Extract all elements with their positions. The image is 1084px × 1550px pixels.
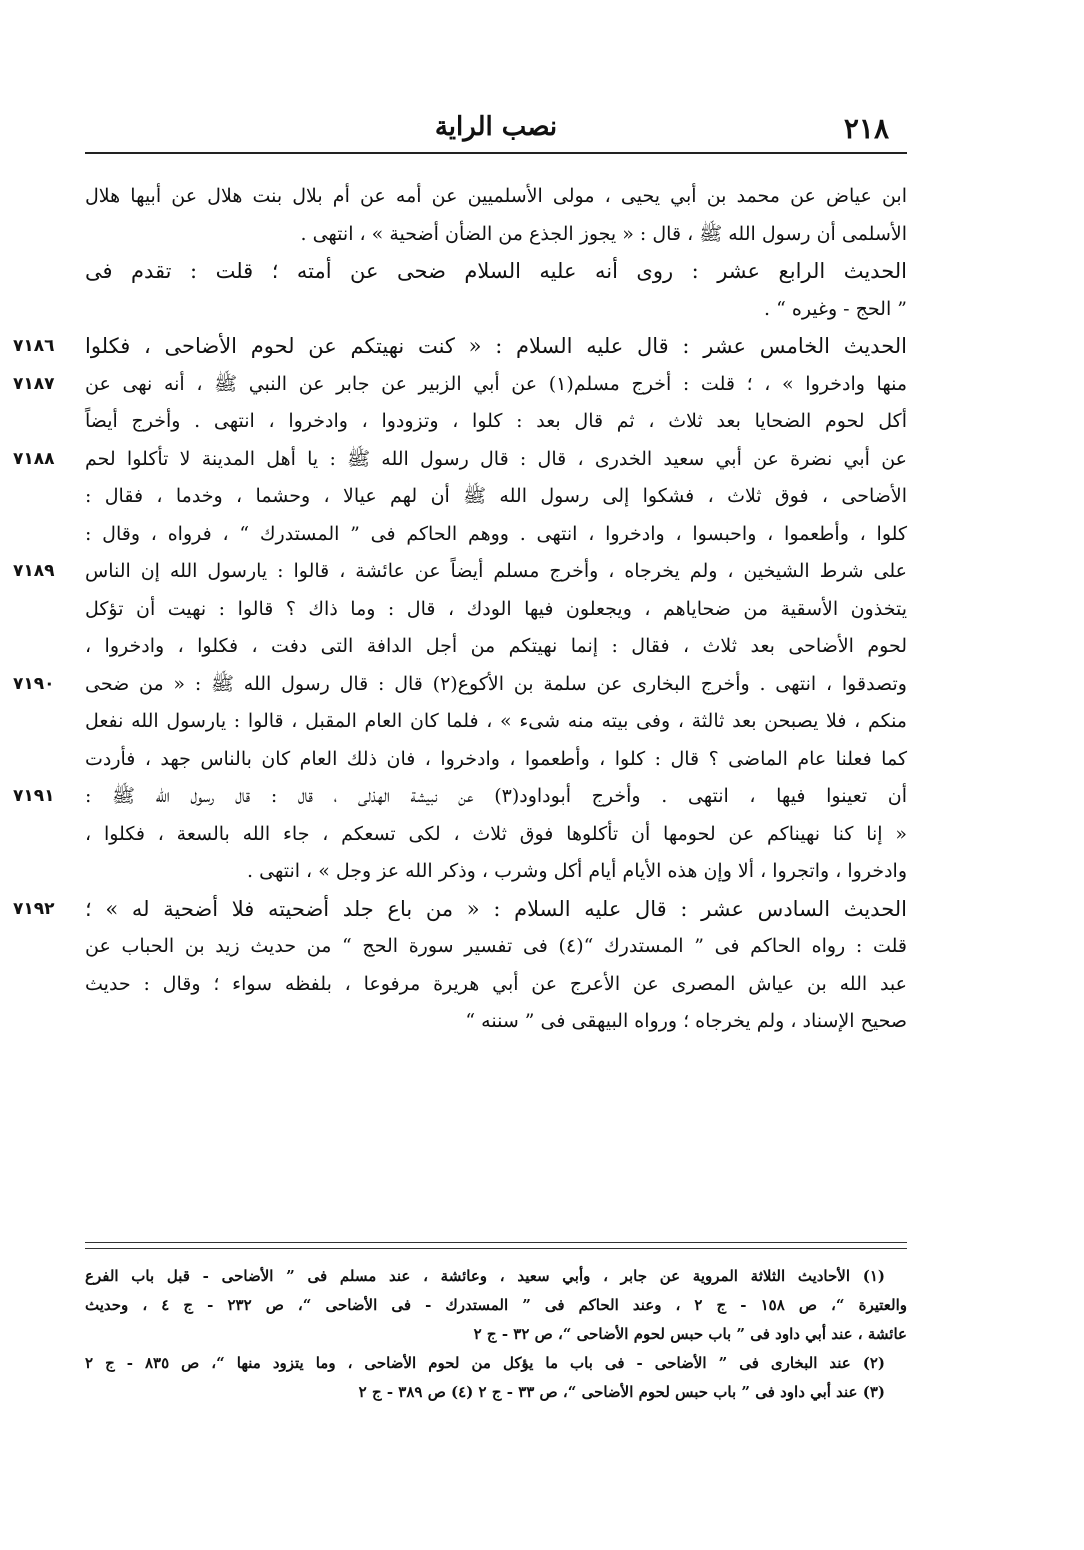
page-header <box>85 108 907 150</box>
footnotes <box>85 1262 907 1407</box>
text-line <box>13 666 907 704</box>
text-line <box>13 891 907 929</box>
footnote-line: (١) الأحاديث الثلاثة المروية عن جابر ، وأبي سعيد ، وعائشة ، عند مسلم فى ” الأضاحى - قبل باب الفرع <box>85 1267 885 1285</box>
footnote-separator <box>85 1248 907 1249</box>
line-text: كلوا ، وأطعموا ، واحبسوا ، وادخروا ، انتهى . ووهم الحاكم فى ” المستدرك “ ، فرواه ، وقال : <box>85 522 907 545</box>
text-line <box>85 966 907 1004</box>
line-text: الأسلمى أن رسول الله ﷺ ، قال : « يجوز الجذع من الضأن أضحية » ، انتهى . <box>300 222 907 245</box>
page-number: ٢١٨ <box>843 112 889 145</box>
footnote-line: والعتيرة “، ص ١٥٨ - ج ٢ ، وعند الحاكم فى ” المستدرك - فى الأضاحى “، ص ٢٣٢ - ج ٤ ، وحديث <box>85 1296 907 1314</box>
line-text: الحديث الخامس عشر : قال عليه السلام : « كنت نهيتكم عن لحوم الأضاحى ، فكلوا <box>85 334 907 358</box>
line-text: وتصدقوا ، انتهى . وأخرج البخارى عن سلمة بن الأكوع(٢) قال : قال رسول الله ﷺ : « من ضحى <box>85 672 907 695</box>
line-text: أكل لحوم الضحايا بعد ثلاث ، ثم قال بعد : كلوا ، وتزودوا ، وادخروا ، انتهى . وأخرج أيضاً <box>85 410 907 432</box>
text-line <box>85 253 907 291</box>
text-line <box>13 553 907 591</box>
text-line <box>85 178 907 216</box>
line-text: يتخذون الأسقية من ضحاياهم ، ويجعلون فيها الودك ، قال : وما ذاك ؟ قالوا : نهيت أن تؤكل <box>85 597 907 620</box>
line-text: على شرط الشيخين ، ولم يخرجاه ، وأخرج مسلم أيضاً عن عائشة ، قالوا : يارسول الله إن الناس <box>85 560 907 582</box>
line-text: الحديث الرابع عشر : روى أنه عليه السلام ضحى عن أمته ؛ قلت : تقدم فى <box>85 259 907 283</box>
line-text: ابن عياض عن محمد بن أبي يحيى ، مولى الأسلميين عن أمه عن أم بلال بنت هلال عن أبيها هلال <box>85 185 907 207</box>
hadith-number: ٧١٨٧ <box>13 373 55 394</box>
line-text: « إنا كنا نهيناكم عن لحومها أن تأكلوها فوق ثلاث ، لكى تسعكم ، جاء الله بالسعة ، فكلوا ، <box>85 822 907 845</box>
line-text: أن تعينوا فيها ، انتهى . وأخرج أبوداود(٣) عن نبيشة الهذلى ، قال : قال رسول الله ﷺ : <box>85 785 907 807</box>
hadith-number: ٧١٩٠ <box>13 673 55 694</box>
line-text: وادخروا ، واتجروا ، ألا وإن هذه الأيام أيام أكل وشرب ، وذكر الله عز وجل » ، انتهى . <box>247 860 907 882</box>
footnote-line: (٣) عند أبي داود فى ” باب حبس لحوم الأضاحى “، ص ٣٣ - ج ٢ (٤) ص ٣٨٩ - ج ٢ <box>358 1383 885 1401</box>
text-line <box>13 328 907 366</box>
text-line <box>85 591 907 629</box>
line-text: الحديث السادس عشر : قال عليه السلام : « من باع جلد أضحيته فلا أضحية له » ؛ <box>85 896 907 921</box>
main-text <box>13 178 907 1041</box>
text-line <box>85 816 907 854</box>
line-text: عبد الله بن عياش المصرى عن الأعرج عن أبي هريرة مرفوعا ، بلفظه سواء ؛ وقال : حديث <box>85 972 907 995</box>
hadith-number: ٧١٩٢ <box>13 898 55 919</box>
text-line <box>85 291 907 329</box>
text-line <box>85 516 907 554</box>
text-line <box>13 778 907 816</box>
text-line <box>85 928 907 966</box>
text-line <box>85 216 907 254</box>
text-line <box>85 628 907 666</box>
line-text: الأضاحى ، فوق ثلاث ، فشكوا إلى رسول الله ﷺ أن لهم عيالا ، وحشما ، وخدما ، فقال : <box>85 485 907 507</box>
text-line <box>85 478 907 516</box>
hadith-number: ٧١٩١ <box>13 786 55 806</box>
text-line <box>85 741 907 779</box>
line-text: لحوم الأضاحى بعد ثلاث ، فقال : إنما نهيتكم من أجل الدافة التى دفت ، فكلوا ، وادخروا ، <box>85 635 907 657</box>
text-line <box>13 441 907 479</box>
footnote-line: عائشة ، عند أبي داود فى ” باب حبس لحوم الأضاحى “، ص ٣٢ - ج ٢ <box>473 1325 907 1343</box>
text-line <box>85 403 907 441</box>
line-text: كما فعلنا عام الماضى ؟ قال : كلوا ، وأطعموا ، وادخروا ، فان ذلك العام كان بالناس جهد ، فأردت <box>85 747 907 770</box>
text-line <box>85 853 907 891</box>
footnote-line: (٢) عند البخارى فى ” الأضاحى - فى باب ما يؤكل من لحوم الأضاحى ، وما يتزود منها “، ص ٨٣٥ - ج ٢ <box>85 1354 886 1372</box>
line-text: صحيح الإسناد ، ولم يخرجاه ؛ ورواه البيهقى فى ” سننه “ <box>465 1010 907 1032</box>
text-line <box>85 1003 907 1041</box>
running-title: نصب الراية <box>434 112 558 142</box>
line-text: منكم ، فلا يصبحن بعد ثالثة ، وفى بيته منه شىء » ، فلما كان العام المقبل ، قالوا : يارسول الله نفعل <box>85 710 907 732</box>
text-line <box>13 366 907 404</box>
line-text: منها وادخروا » ، ؛ قلت : أخرج مسلم(١) عن أبي الزبير عن جابر عن النبي ﷺ ، أنه نهى عن <box>85 372 907 395</box>
line-text: عن أبي نضرة عن أبي سعيد الخدرى ، قال : قال رسول الله ﷺ : يا أهل المدينة لا تأكلوا لحم <box>85 447 907 470</box>
line-text: قلت : رواه الحاكم فى ” المستدرك “(٤) فى تفسير سورة الحج “ من حديث زيد بن الحباب عن <box>85 935 907 957</box>
footnote-separator <box>85 1242 907 1243</box>
hadith-number: ٧١٨٦ <box>13 336 55 356</box>
text-line <box>85 703 907 741</box>
hadith-number: ٧١٨٩ <box>13 561 55 581</box>
header-rule <box>85 152 907 154</box>
line-text: ” الحج - وغيره “ . <box>764 297 907 320</box>
hadith-number: ٧١٨٨ <box>13 448 55 469</box>
